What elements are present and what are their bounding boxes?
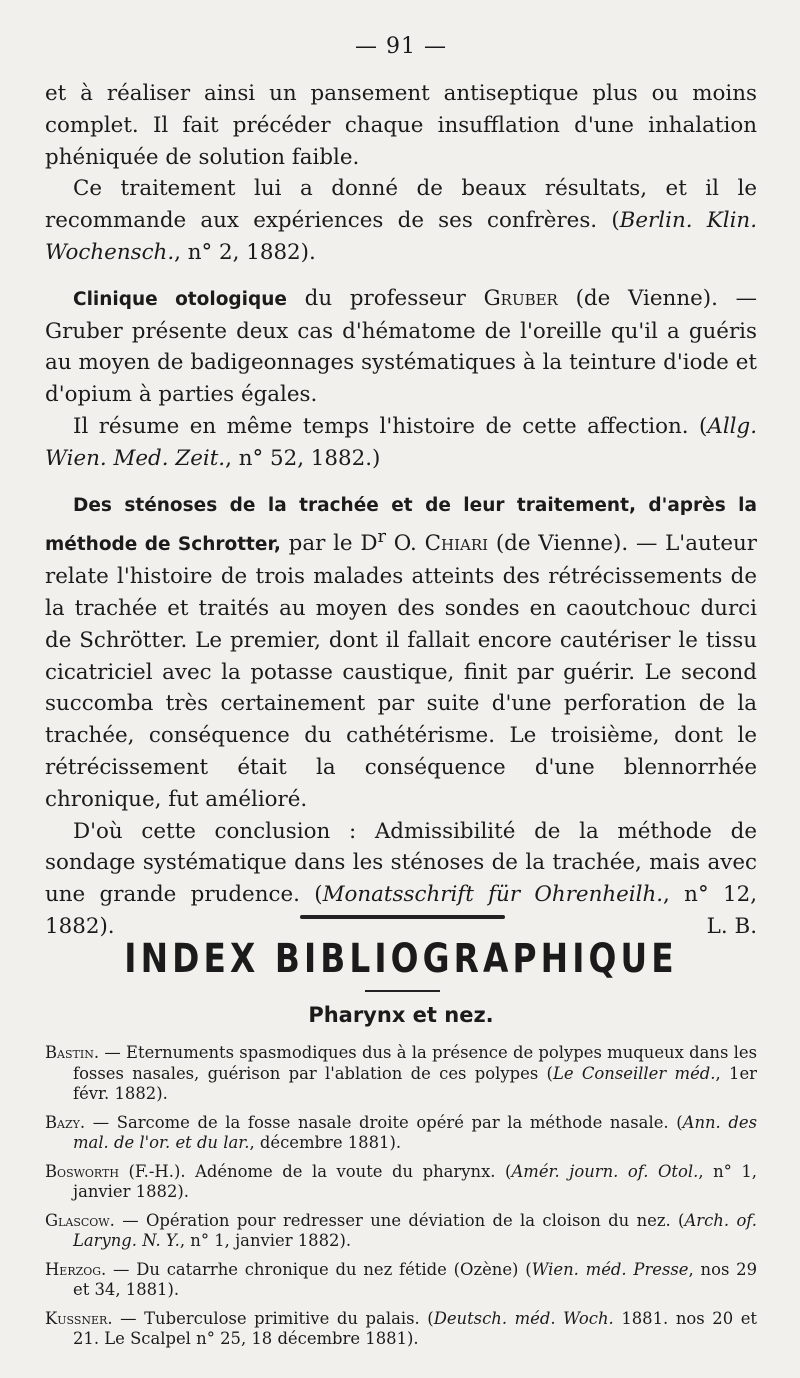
text: D'où cette conclusion : Admissibilité de la méthode de sondage systématique dans les sténoses de la trachée, mais avec une grande prudence. ( xyxy=(45,818,757,908)
entry-source: Amér. journ. of. Otol. xyxy=(511,1161,699,1181)
text: — Opération pour redresser une déviation de la cloison du nez. ( xyxy=(114,1210,685,1230)
text: Il résume en même temps l'histoire de cette affection. ( xyxy=(73,413,708,439)
page-number: — 91 — xyxy=(355,34,447,59)
text: , nos 29 et 34, 1881). xyxy=(73,1259,757,1299)
citation: Allg. Wien. Med. Zeit. xyxy=(45,413,757,471)
entry-author: Bosworth xyxy=(45,1161,119,1181)
text: , n° 2, 1882). xyxy=(174,239,316,265)
author-name: Chiari xyxy=(424,531,489,557)
text: Ce traitement lui a donné de beaux résultats, et il le recommande aux expériences de ses confrères. ( xyxy=(45,176,757,234)
text: — Du catarrhe chronique du nez fétide (Ozène) ( xyxy=(106,1259,532,1279)
superscript: r xyxy=(377,526,387,548)
text: , n° 52, 1882.) xyxy=(225,445,381,471)
text: , 1er févr. 1882). xyxy=(73,1063,757,1103)
text: (de Vienne). — Gruber présente deux cas d'hématome de l'oreille qu'il a guéris au moyen de badigeonnages systématiques à la teinture d'iode et d'opium à parties égales. xyxy=(45,285,758,408)
entry-author: Kussner. xyxy=(45,1308,113,1328)
paragraph-gruber-summary xyxy=(45,411,757,475)
signature: L. B. xyxy=(706,914,757,940)
citation: Monatsschrift für Ohrenheilh. xyxy=(322,882,664,908)
paragraph-chiari xyxy=(45,489,757,816)
entry-source: Arch. of. Laryng. N. Y. xyxy=(73,1210,757,1250)
entry-source: Le Conseiller méd. xyxy=(552,1063,716,1083)
entry-author: Glascow. xyxy=(45,1210,115,1230)
bibliography-entry xyxy=(45,1043,757,1105)
text: , n° 12, 1882). xyxy=(45,882,757,940)
text: , n° 1, janvier 1882). xyxy=(73,1161,757,1201)
citation: Berlin. Klin. Wochensch. xyxy=(45,208,757,265)
text: du professeur xyxy=(286,285,484,311)
bibliography-list xyxy=(45,1043,757,1358)
divider-rule xyxy=(300,915,505,919)
index-subtitle: Pharynx et nez. xyxy=(308,1003,494,1027)
paragraph-gruber xyxy=(45,283,757,411)
author-name: Gruber xyxy=(483,285,558,311)
section-heading: Des sténoses de la trachée et de leur traitement, d'après la méthode de Schrotter, xyxy=(45,494,757,556)
entry-author: Bastin. xyxy=(45,1043,100,1062)
text: , décembre 1881). xyxy=(249,1133,402,1152)
text: — Tuberculose primitive du palais. ( xyxy=(112,1308,434,1328)
entry-author: Bazy. xyxy=(45,1112,86,1132)
entry-source: Ann. des mal. de l'or. et du lar. xyxy=(73,1112,757,1152)
text: (de Vienne). — L'auteur relate l'histoire de trois malades atteints des rétrécissements de la trachée et traités au moyen des sondes en caoutchouc durci de Schrötter. Le premier, dont il fallait encore cautériser le tissu cicatriciel avec la potasse caustique, finit par guérir. Le second succomba très certainement par suite d'une perforation de la trachée, conséquence du cathétérisme. Le troisième, dont le rétrécissement était la conséquence d'une blennorrhée chronique, fut amélioré. xyxy=(45,531,757,812)
bibliography-entry xyxy=(45,1162,757,1203)
bibliography-entry xyxy=(45,1309,757,1350)
text: O. xyxy=(386,531,425,557)
line: phéniquée de solution faible. xyxy=(45,144,360,170)
paragraph-results xyxy=(45,173,757,268)
paragraph-antiseptic xyxy=(45,78,757,173)
bibliography-entry xyxy=(45,1211,757,1252)
index-title: INDEX BIBLIOGRAPHIQUE xyxy=(124,936,678,982)
line: et à réaliser ainsi un pansement antiseptique plus ou moins xyxy=(45,81,757,106)
text: par le D xyxy=(280,531,378,557)
line: complet. Il fait précéder chaque insufflation d'une inhalation xyxy=(45,112,757,138)
article-body xyxy=(45,78,757,943)
text: (F.-H.). Adénome de la voute du pharynx. ( xyxy=(118,1161,512,1181)
text: — Sarcome de la fosse nasale droite opéré par la méthode nasale. ( xyxy=(85,1112,683,1132)
entry-source: Wien. méd. Presse xyxy=(531,1259,689,1279)
entry-author: Herzog. xyxy=(45,1259,107,1279)
bibliography-entry xyxy=(45,1113,757,1154)
paragraph-conclusion xyxy=(45,816,757,943)
divider-rule-short xyxy=(365,990,440,992)
text: 1881. nos 20 et 21. Le Scalpel n° 25, 18 décembre 1881). xyxy=(73,1308,758,1348)
entry-source: Deutsch. méd. Woch. xyxy=(433,1308,614,1328)
text: — Eternuments spasmodiques dus à la présence de polypes muqueux dans les fosses nasales, guérison par l'ablation de ces polypes ( xyxy=(73,1043,757,1083)
text: , n° 1, janvier 1882). xyxy=(179,1231,352,1250)
section-heading: Clinique otologique xyxy=(73,288,287,310)
bibliography-entry xyxy=(45,1260,757,1301)
